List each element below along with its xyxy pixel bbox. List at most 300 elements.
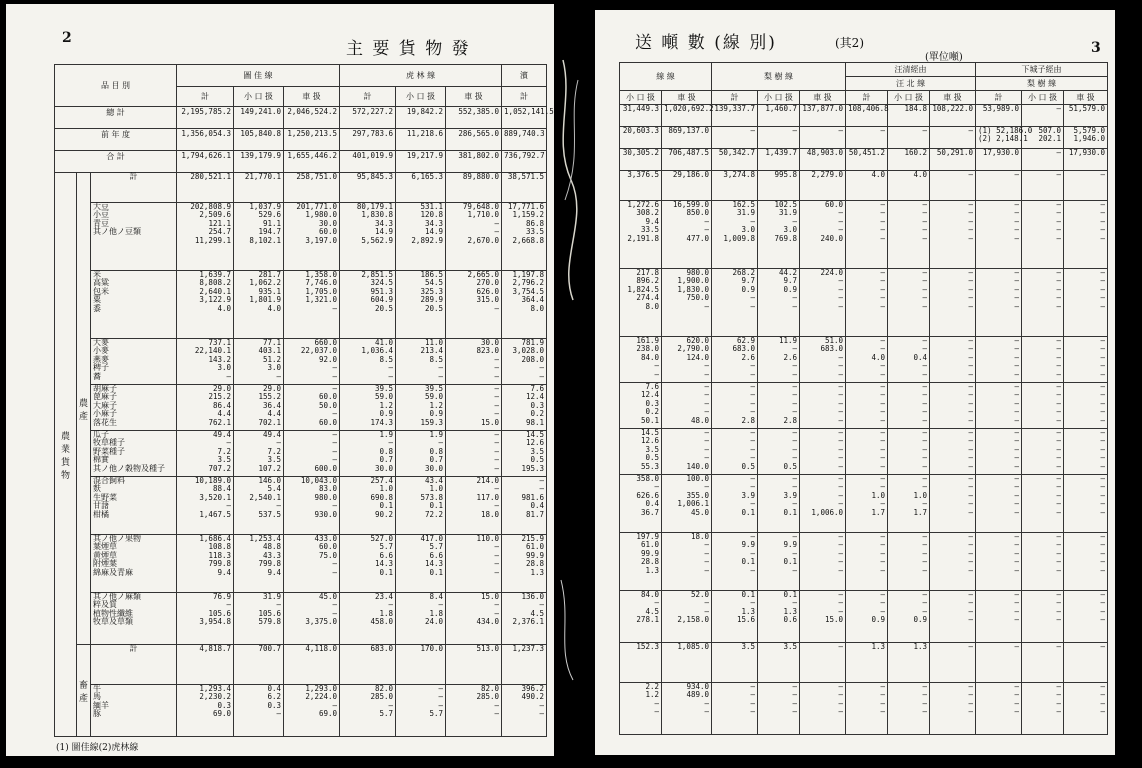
cell-value: 51.0 683.0 — — — [800, 337, 846, 383]
cell-value: 102.5 31.9 — 3.0 769.8 [758, 201, 800, 269]
cell-value: 10,189.0 88.4 3,520.1 — 1,467.5 [177, 477, 234, 535]
cell-value: — — — — — [1064, 429, 1108, 475]
cell-value: — — — — 0.5 [712, 429, 758, 475]
cell-value: 781.9 3,028.0 208.0 — — [502, 339, 547, 385]
sub-total: 計 [712, 91, 758, 105]
cell-value: 6,165.3 [396, 173, 446, 203]
cell-value: — — — — — [846, 429, 888, 475]
cell-value: — — — — — [930, 337, 976, 383]
cell-value: 1.9 — 0.8 0.7 30.0 [340, 431, 396, 477]
cell-value: 11.0 213.4 8.5 — — [396, 339, 446, 385]
right-page-number: 3 [1091, 40, 1101, 56]
cell-value: 4,818.7 [177, 645, 234, 685]
cell-value: 110.0 — — — — [446, 535, 502, 593]
cell-value: 15.0 — — 434.0 [446, 593, 502, 645]
cell-value: 82.0 285.0 — 5.7 [340, 685, 396, 737]
cell-value: 513.0 [446, 645, 502, 685]
sub-small: 小 口 扱 [234, 87, 284, 107]
table-row [55, 645, 547, 685]
table-row [620, 475, 1108, 533]
cell-value: 1,293.0 2,224.0 — 69.0 [284, 685, 340, 737]
cell-value: — [976, 171, 1022, 201]
cell-value: — — — — — [846, 533, 888, 591]
cell-value: — [712, 127, 758, 149]
cell-value: — — — — — [976, 337, 1022, 383]
cell-value: 527.0 5.7 6.6 14.3 0.1 [340, 535, 396, 593]
cell-value: 89,880.0 [446, 173, 502, 203]
cell-value: — — — — — [846, 201, 888, 269]
sub-total: 計 [177, 87, 234, 107]
cell-value: 1,052,141.5 [502, 107, 547, 129]
table-row [620, 337, 1108, 383]
sub-small: 小 口 扱 [1022, 91, 1064, 105]
sub-car: 車 扱 [800, 91, 846, 105]
cell-value: 17,930.0 [1064, 149, 1108, 171]
cell-value: — — — — — [1022, 383, 1064, 429]
cell-value: 4.0 [888, 171, 930, 201]
cell-value: — — — — [1022, 591, 1064, 643]
row-label: 瓜子 牧草種子 野菜種子 棉實 其ノ他ノ穀物及種子 [91, 431, 177, 477]
row-label: 計 [91, 645, 177, 685]
cell-value: 23.4 — 1.8 458.0 [340, 593, 396, 645]
table-row [55, 271, 547, 339]
row-label: 大豆 小豆 青豆 其ノ他ノ豆類 [91, 203, 177, 271]
cell-value: 39.5 59.0 1.2 0.9 174.3 [340, 385, 396, 431]
cell-value: 50,451.2 [846, 149, 888, 171]
header-line: 線 線 [620, 63, 712, 91]
table-row [620, 591, 1108, 643]
cell-value: 186.5 54.5 325.3 289.9 20.5 [396, 271, 446, 339]
right-page [595, 10, 1115, 755]
cell-value: — — — — — [976, 269, 1022, 337]
cell-value: — — — — [930, 683, 976, 735]
cell-value: 17,930.0 [976, 149, 1022, 171]
cell-value: 45.0 — — 3,375.0 [284, 593, 340, 645]
table-row [55, 385, 547, 431]
table-row [55, 593, 547, 645]
cell-value: 201,771.0 1,980.0 30.0 60.0 3,197.0 [284, 203, 340, 271]
cell-value: 80,179.1 1,830.8 34.3 14.9 5,562.9 [340, 203, 396, 271]
cell-value: — — — — — [888, 383, 930, 429]
cell-value: 401,019.9 [340, 151, 396, 173]
cell-value: 620.0 2,790.0 124.0 — — [662, 337, 712, 383]
cell-value: 1,020,692.2 [662, 105, 712, 127]
cell-value: — — — — 0.5 [758, 429, 800, 475]
cell-value: — — — — 15.0 [446, 385, 502, 431]
cell-value: 1.3 [888, 643, 930, 683]
cell-value: — — — — — [888, 269, 930, 337]
cell-value: 152.3 [620, 643, 662, 683]
cell-value: 1,358.0 7,746.0 1,705.0 1,321.0 — [284, 271, 340, 339]
cell-value: 76.9 — 105.6 3,954.8 [177, 593, 234, 645]
left-data-table [54, 64, 554, 737]
cell-value: — — — — [976, 683, 1022, 735]
cell-value: 1,439.7 [758, 149, 800, 171]
cell-value: 146.0 5.4 2,540.1 — 537.5 [234, 477, 284, 535]
cell-value: 2,851.5 324.5 951.3 604.9 20.5 [340, 271, 396, 339]
cell-value: 139,337.7 [712, 105, 758, 127]
cell-value: 1,655,446.2 [284, 151, 340, 173]
cell-value: 2,046,524.2 [284, 107, 340, 129]
row-label: 其ノ他ノ麻類 粹及質 植物性纖維 牧草及草類 [91, 593, 177, 645]
cell-value: — — — — — [1064, 383, 1108, 429]
cell-value: 980.0 1,900.0 1,830.0 750.0 — [662, 269, 712, 337]
cell-value: 531.1 120.8 34.3 14.9 2,892.9 [396, 203, 446, 271]
sub-total: 計 [502, 87, 547, 107]
cell-value: — — — — — [930, 533, 976, 591]
cell-value: 84.0 — 4.5 278.1 [620, 591, 662, 643]
cell-value: — — — — — [1064, 533, 1108, 591]
cell-value: — [758, 127, 800, 149]
cell-value: 381,802.0 [446, 151, 502, 173]
cell-value: 19,217.9 [396, 151, 446, 173]
cell-value: — — — — — [1064, 201, 1108, 269]
cell-value: 43.4 1.0 573.8 0.1 72.2 [396, 477, 446, 535]
table-row [55, 685, 547, 737]
cell-value: — — — — 600.0 [284, 431, 340, 477]
row-label: 合 計 [55, 151, 177, 173]
cell-value: 1.3 [846, 643, 888, 683]
cell-value: 1,794,626.1 [177, 151, 234, 173]
cell-value: — — — — — [1022, 533, 1064, 591]
cell-value: — — — — [758, 683, 800, 735]
table-row [620, 683, 1108, 735]
cell-value: 737.1 22,140.1 143.2 3.0 — [177, 339, 234, 385]
cell-value: — — — — — [800, 383, 846, 429]
cell-value: 507.0 202.1 [1022, 127, 1064, 149]
cell-value: — [1022, 171, 1064, 201]
sub-small: 小 口 扱 [758, 91, 800, 105]
table-row [620, 643, 1108, 683]
cell-value: 16,599.0 850.0 — — 477.0 [662, 201, 712, 269]
cell-value: — — 3.9 — 0.1 [712, 475, 758, 533]
row-label: 其ノ他ノ果物 葉煙草 黄煙草 附煙葉 綿麻及青麻 [91, 535, 177, 593]
cell-value: — — — — [1064, 683, 1108, 735]
table-row [55, 107, 547, 129]
cell-value: 706,487.5 [662, 149, 712, 171]
cell-value: — — — — — [888, 429, 930, 475]
cell-value: 77.1 403.1 51.2 3.0 — [234, 339, 284, 385]
cell-value: 21,770.1 [234, 173, 284, 203]
table-row [620, 201, 1108, 269]
cell-value: — — — — 2.8 [758, 383, 800, 429]
header-line-hulin: 虎 林 線 [340, 65, 502, 87]
cell-value: 224.0 — — — — [800, 269, 846, 337]
cell-value: 433.0 60.0 75.0 — — [284, 535, 340, 593]
cell-value: — [930, 127, 976, 149]
cell-value: 297,783.6 [340, 129, 396, 151]
cell-value: 11,218.6 [396, 129, 446, 151]
cell-value: 552,385.0 [446, 107, 502, 129]
cell-value: — — — — — [1022, 269, 1064, 337]
cell-value: — [930, 643, 976, 683]
cell-value: 2,195,785.2 [177, 107, 234, 129]
cell-value: 62.9 683.0 2.6 — — [712, 337, 758, 383]
sub-small: 小 口 扱 [396, 87, 446, 107]
cell-value: — — — — — [1022, 429, 1064, 475]
cell-value: 214.0 — 117.0 — 18.0 [446, 477, 502, 535]
cell-value: — [1022, 105, 1064, 127]
cell-value: — — — — — [446, 431, 502, 477]
left-page-number: 2 [62, 30, 72, 46]
cell-value: 660.0 22,037.0 92.0 — — [284, 339, 340, 385]
cell-value: 10,043.0 83.0 980.0 — 930.0 [284, 477, 340, 535]
cell-value: — — 1.0 — 1.7 [846, 475, 888, 533]
header-category: 品 目 別 [55, 65, 177, 107]
cell-value: — — — — — [888, 201, 930, 269]
sub-car: 車 扱 [662, 91, 712, 105]
table-row [620, 269, 1108, 337]
row-label: 計 [91, 173, 177, 203]
cell-value: — 9.9 — 0.1 — [758, 533, 800, 591]
cell-value: 39.5 59.0 1.2 0.9 159.3 [396, 385, 446, 431]
cell-value: — — — — — [930, 475, 976, 533]
cell-value: 38,571.5 [502, 173, 547, 203]
cell-value: 14.5 12.6 3.5 0.5 195.3 [502, 431, 547, 477]
table-row [55, 173, 547, 203]
cell-value: 82.0 285.0 — — [446, 685, 502, 737]
cell-value: — — — — — [888, 533, 930, 591]
cell-value: — — — — — [930, 201, 976, 269]
cell-value: — — 981.6 0.4 81.7 [502, 477, 547, 535]
cell-value: 572,227.2 [340, 107, 396, 129]
binding-threads [553, 60, 595, 680]
cell-value: 2,279.0 [800, 171, 846, 201]
cell-value: 17,771.6 1,159.2 86.8 33.5 2,668.8 [502, 203, 547, 271]
cell-value: — — 3.9 — 0.1 [758, 475, 800, 533]
cell-value: 11.9 — 2.6 — — [758, 337, 800, 383]
cell-value: 160.2 [888, 149, 930, 171]
cell-value: 1,272.6 308.2 9.4 33.5 2,191.8 [620, 201, 662, 269]
cell-value: 48,903.0 [800, 149, 846, 171]
cell-value: 358.0 — 626.6 0.4 36.7 [620, 475, 662, 533]
sub-car: 車 扱 [446, 87, 502, 107]
cell-value: — — — — [1064, 591, 1108, 643]
cell-value: — — — — — [846, 269, 888, 337]
table-row [620, 105, 1108, 127]
cell-value: — — — 15.0 [800, 591, 846, 643]
table-row [620, 429, 1108, 475]
table-row [55, 535, 547, 593]
cell-value: 60.0 — — — 240.0 [800, 201, 846, 269]
table-row [55, 203, 547, 271]
cell-value: — — — — — [976, 533, 1022, 591]
cell-value: — — — — — [846, 383, 888, 429]
cell-value: 108,222.0 [930, 105, 976, 127]
cell-value: — — — — [1022, 683, 1064, 735]
cell-value: 995.8 [758, 171, 800, 201]
row-label: 前 年 度 [55, 129, 177, 151]
cell-value: 41.0 1,036.4 8.5 — — [340, 339, 396, 385]
cell-value: — — — — — [1064, 337, 1108, 383]
cell-value: 700.7 [234, 645, 284, 685]
cell-value: 1,197.8 2,796.2 3,754.5 364.4 8.0 [502, 271, 547, 339]
cell-value: — — — — — [930, 429, 976, 475]
table-row [55, 151, 547, 173]
cell-value: 31,449.3 [620, 105, 662, 127]
row-label: 米 高粱 包米 粟 黍 [91, 271, 177, 339]
sub-car: 車 扱 [1064, 91, 1108, 105]
cell-value: 1.9 — 0.8 0.7 30.0 [396, 431, 446, 477]
cell-value: — — — — [800, 683, 846, 735]
left-footnote: (1) 圖佳線(2)虎林線 [56, 743, 139, 753]
cell-value: 51,579.0 [1064, 105, 1108, 127]
cell-value: — — 0.4 — — [888, 337, 930, 383]
cell-value: 29,186.0 [662, 171, 712, 201]
sub-small: 小 口 扱 [620, 91, 662, 105]
cell-value: 100.0 — 355.0 1,006.1 45.0 [662, 475, 712, 533]
header-xia-line: 梨 樹 線 [976, 77, 1108, 91]
cell-value: 0.1 — 1.3 15.6 [712, 591, 758, 643]
cell-value: 736,792.7 [502, 151, 547, 173]
cell-value: 281.7 1,062.2 935.1 1,801.9 4.0 [234, 271, 284, 339]
cell-value: — — — — — [976, 383, 1022, 429]
cell-value: 30.0 823.0 — — — [446, 339, 502, 385]
cell-value: — — — — — [976, 475, 1022, 533]
cell-value: — [800, 643, 846, 683]
cell-value: 19,842.2 [396, 107, 446, 129]
cell-value: — — — — [930, 591, 976, 643]
row-label: 牛 馬 緬羊 豚 [91, 685, 177, 737]
cell-value: — [1022, 643, 1064, 683]
cell-value: — — — — — [976, 429, 1022, 475]
cell-value: 30,305.2 [620, 149, 662, 171]
sub-car: 車 扱 [930, 91, 976, 105]
cell-value: 4.0 [846, 171, 888, 201]
cell-value: (1) 52,186.0 (2) 2,148.1 [976, 127, 1022, 149]
cell-value: — — — — 2.8 [712, 383, 758, 429]
cell-value: 1,085.0 [662, 643, 712, 683]
cell-value: 1,293.4 2,230.2 0.3 69.0 [177, 685, 234, 737]
table-row [620, 171, 1108, 201]
cell-value: — [976, 643, 1022, 683]
cell-value: — 60.0 50.0 — 60.0 [284, 385, 340, 431]
cell-value: 3.5 [758, 643, 800, 683]
cell-value: — — — — — [930, 383, 976, 429]
side-label-livestock: 畜 產 [77, 645, 91, 737]
cell-value: 286,565.0 [446, 129, 502, 151]
sub-total: 計 [976, 91, 1022, 105]
cell-value: — — — — — [1064, 269, 1108, 337]
row-label: 胡麻子 蓖麻子 大麻子 小麻子 落花生 [91, 385, 177, 431]
cell-value: — — — — — [930, 269, 976, 337]
row-label: 總 計 [55, 107, 177, 129]
cell-value: — — — 0.9 [846, 591, 888, 643]
cell-value: 50,291.0 [930, 149, 976, 171]
cell-value: — [888, 127, 930, 149]
cell-value: — — — — — [976, 201, 1022, 269]
cell-value: 934.0 489.0 — — [662, 683, 712, 735]
cell-value: 280,521.1 [177, 173, 234, 203]
cell-value: 3,376.5 [620, 171, 662, 201]
left-page-title: 主 要 貨 物 發 [346, 39, 471, 59]
cell-value: — [1064, 643, 1108, 683]
cell-value: 1,356,054.3 [177, 129, 234, 151]
table-row [620, 149, 1108, 171]
cell-value: 108,406.8 [846, 105, 888, 127]
cell-value: 5,579.0 1,946.0 [1064, 127, 1108, 149]
cell-value: 52.0 — — 2,158.0 [662, 591, 712, 643]
cell-value: 869,137.0 [662, 127, 712, 149]
cell-value: — — — — [846, 683, 888, 735]
cell-value: — [800, 127, 846, 149]
cell-value: — — — — 1,006.0 [800, 475, 846, 533]
cell-value: 396.2 490.2 — — [502, 685, 547, 737]
cell-value: 1,237.3 [502, 645, 547, 685]
table-row [620, 127, 1108, 149]
cell-value: 889,740.3 [502, 129, 547, 151]
cell-value: 162.5 31.9 — 3.0 1,009.8 [712, 201, 758, 269]
cell-value: 53,989.0 [976, 105, 1022, 127]
cell-value: 4,118.0 [284, 645, 340, 685]
cell-value: — — — 5.7 [396, 685, 446, 737]
cell-value: 1,686.4 108.8 118.3 799.8 9.4 [177, 535, 234, 593]
cell-value: 95,845.3 [340, 173, 396, 203]
cell-value: 20,603.3 [620, 127, 662, 149]
sub-small: 小 口 扱 [888, 91, 930, 105]
cell-value: 1,253.4 48.8 43.3 799.8 9.4 [234, 535, 284, 593]
row-label: 大麥 小麥 燕麥 稗子 蕎 [91, 339, 177, 385]
row-label: 混合飼料 麩 生野菜 甘藷 柑橘 [91, 477, 177, 535]
header-wang-line: 汪 北 線 [846, 77, 976, 91]
sub-total: 計 [846, 91, 888, 105]
right-page-title: 送 噸 數 (線 別) [635, 33, 777, 53]
cell-value: 1,037.9 529.6 91.1 194.7 8,102.1 [234, 203, 284, 271]
cell-value: 258,751.0 [284, 173, 340, 203]
cell-value: 105,840.8 [234, 129, 284, 151]
cell-value: 683.0 [340, 645, 396, 685]
header-group-wangqing: 汪清經由 [846, 63, 976, 77]
header-group-xiacheng: 下城子經由 [976, 63, 1108, 77]
cell-value: 184.8 [888, 105, 930, 127]
cell-value: — — — — — [1022, 337, 1064, 383]
table-row [55, 339, 547, 385]
cell-value: 136.0 — 4.5 2,376.1 [502, 593, 547, 645]
cell-value: — 9.9 — 0.1 — [712, 533, 758, 591]
cell-value: 1,250,213.5 [284, 129, 340, 151]
cell-value: — — 4.0 — — [846, 337, 888, 383]
cell-value: — — — — — [1022, 201, 1064, 269]
cell-value: 44.2 9.7 0.9 — — [758, 269, 800, 337]
cell-value: 49.4 — 7.2 3.5 107.2 [234, 431, 284, 477]
cell-value: 29.0 215.2 86.4 4.4 762.1 [177, 385, 234, 431]
cell-value: — [846, 127, 888, 149]
cell-value: 217.8 896.2 1,824.5 274.4 8.0 [620, 269, 662, 337]
table-row [55, 477, 547, 535]
header-line-tujia: 圖 佳 線 [177, 65, 340, 87]
cell-value: 3,274.8 [712, 171, 758, 201]
cell-value: 2,665.0 270.0 626.0 315.0 — [446, 271, 502, 339]
cell-value: 1,639.7 8,808.2 2,640.1 3,122.9 4.0 [177, 271, 234, 339]
header-lishu: 梨 樹 線 [712, 63, 846, 91]
table-row [620, 533, 1108, 591]
cell-value: 14.5 12.6 3.5 0.5 55.3 [620, 429, 662, 475]
cell-value: — — — — — [1022, 475, 1064, 533]
cell-value: 8.4 — 1.8 24.0 [396, 593, 446, 645]
cell-value: — — — — — [800, 429, 846, 475]
cell-value: 50,342.7 [712, 149, 758, 171]
cell-value: — — — — [888, 683, 930, 735]
cell-value: — — — — — [1064, 475, 1108, 533]
cell-value: 149,241.0 [234, 107, 284, 129]
cell-value: — — 1.0 — 1.7 [888, 475, 930, 533]
cell-value: — — — — [712, 683, 758, 735]
cell-value: 137,877.0 [800, 105, 846, 127]
cell-value: — — — — 140.0 [662, 429, 712, 475]
cell-value: 417.0 5.7 6.6 14.3 0.1 [396, 535, 446, 593]
cell-value: — [1022, 149, 1064, 171]
table-row [55, 431, 547, 477]
